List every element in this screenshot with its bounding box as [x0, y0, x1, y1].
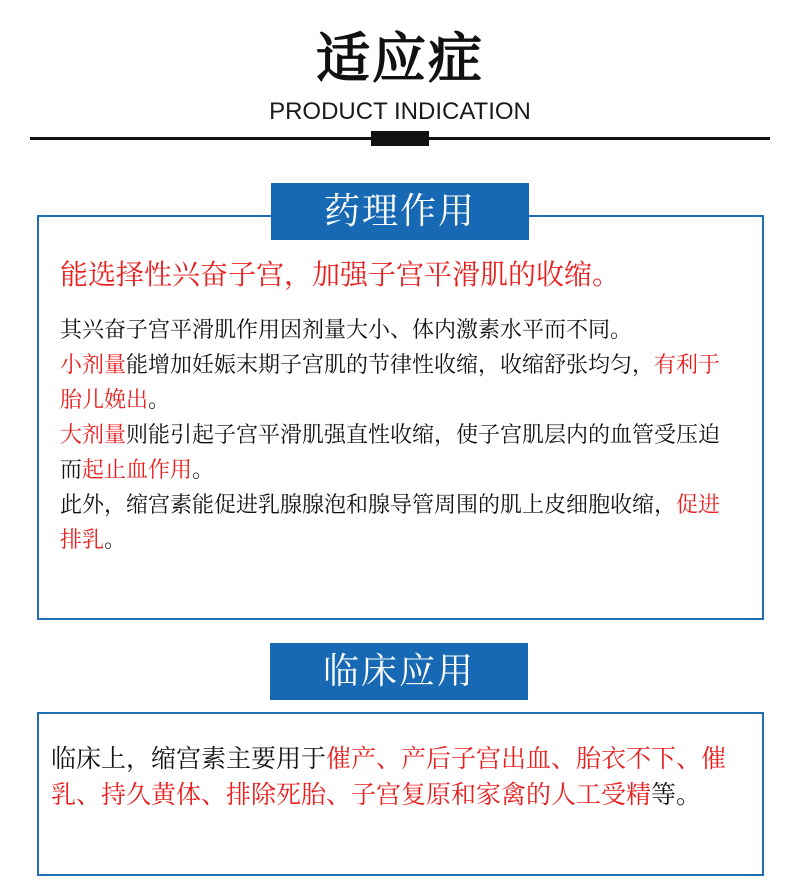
paragraph-dose-variation: 其兴奋子宫平滑肌作用因剂量大小、体内激素水平而不同。 — [60, 318, 633, 343]
pharmacology-body — [60, 313, 736, 558]
clinical-body — [51, 741, 751, 813]
pharmacology-headline: 能选择性兴奋子宫，加强子宫平滑肌的收缩。 — [60, 258, 621, 291]
paragraph-large-dose: 大剂量则能引起子宫平滑肌强直性收缩，使子宫肌层内的血管受压迫而起止血作用。 — [60, 423, 721, 483]
pharmacology-label: 药理作用 — [271, 183, 529, 240]
paragraph-lactation: 此外，缩宫素能促进乳腺腺泡和腺导管周围的肌上皮细胞收缩，促进排乳。 — [60, 493, 721, 553]
page-title: 适应症 — [316, 27, 484, 90]
title-divider-block — [371, 131, 429, 146]
paragraph-small-dose: 小剂量能增加妊娠末期子宫肌的节律性收缩，收缩舒张均匀，有利于胎儿娩出。 — [60, 353, 721, 413]
page-subtitle: PRODUCT INDICATION — [269, 98, 531, 125]
clinical-label: 临床应用 — [270, 643, 528, 700]
paragraph-clinical-uses: 临床上，缩宫素主要用于催产、产后子宫出血、胎衣不下、催乳、持久黄体、排除死胎、子宫复原和家禽的人工受精等。 — [51, 744, 727, 809]
